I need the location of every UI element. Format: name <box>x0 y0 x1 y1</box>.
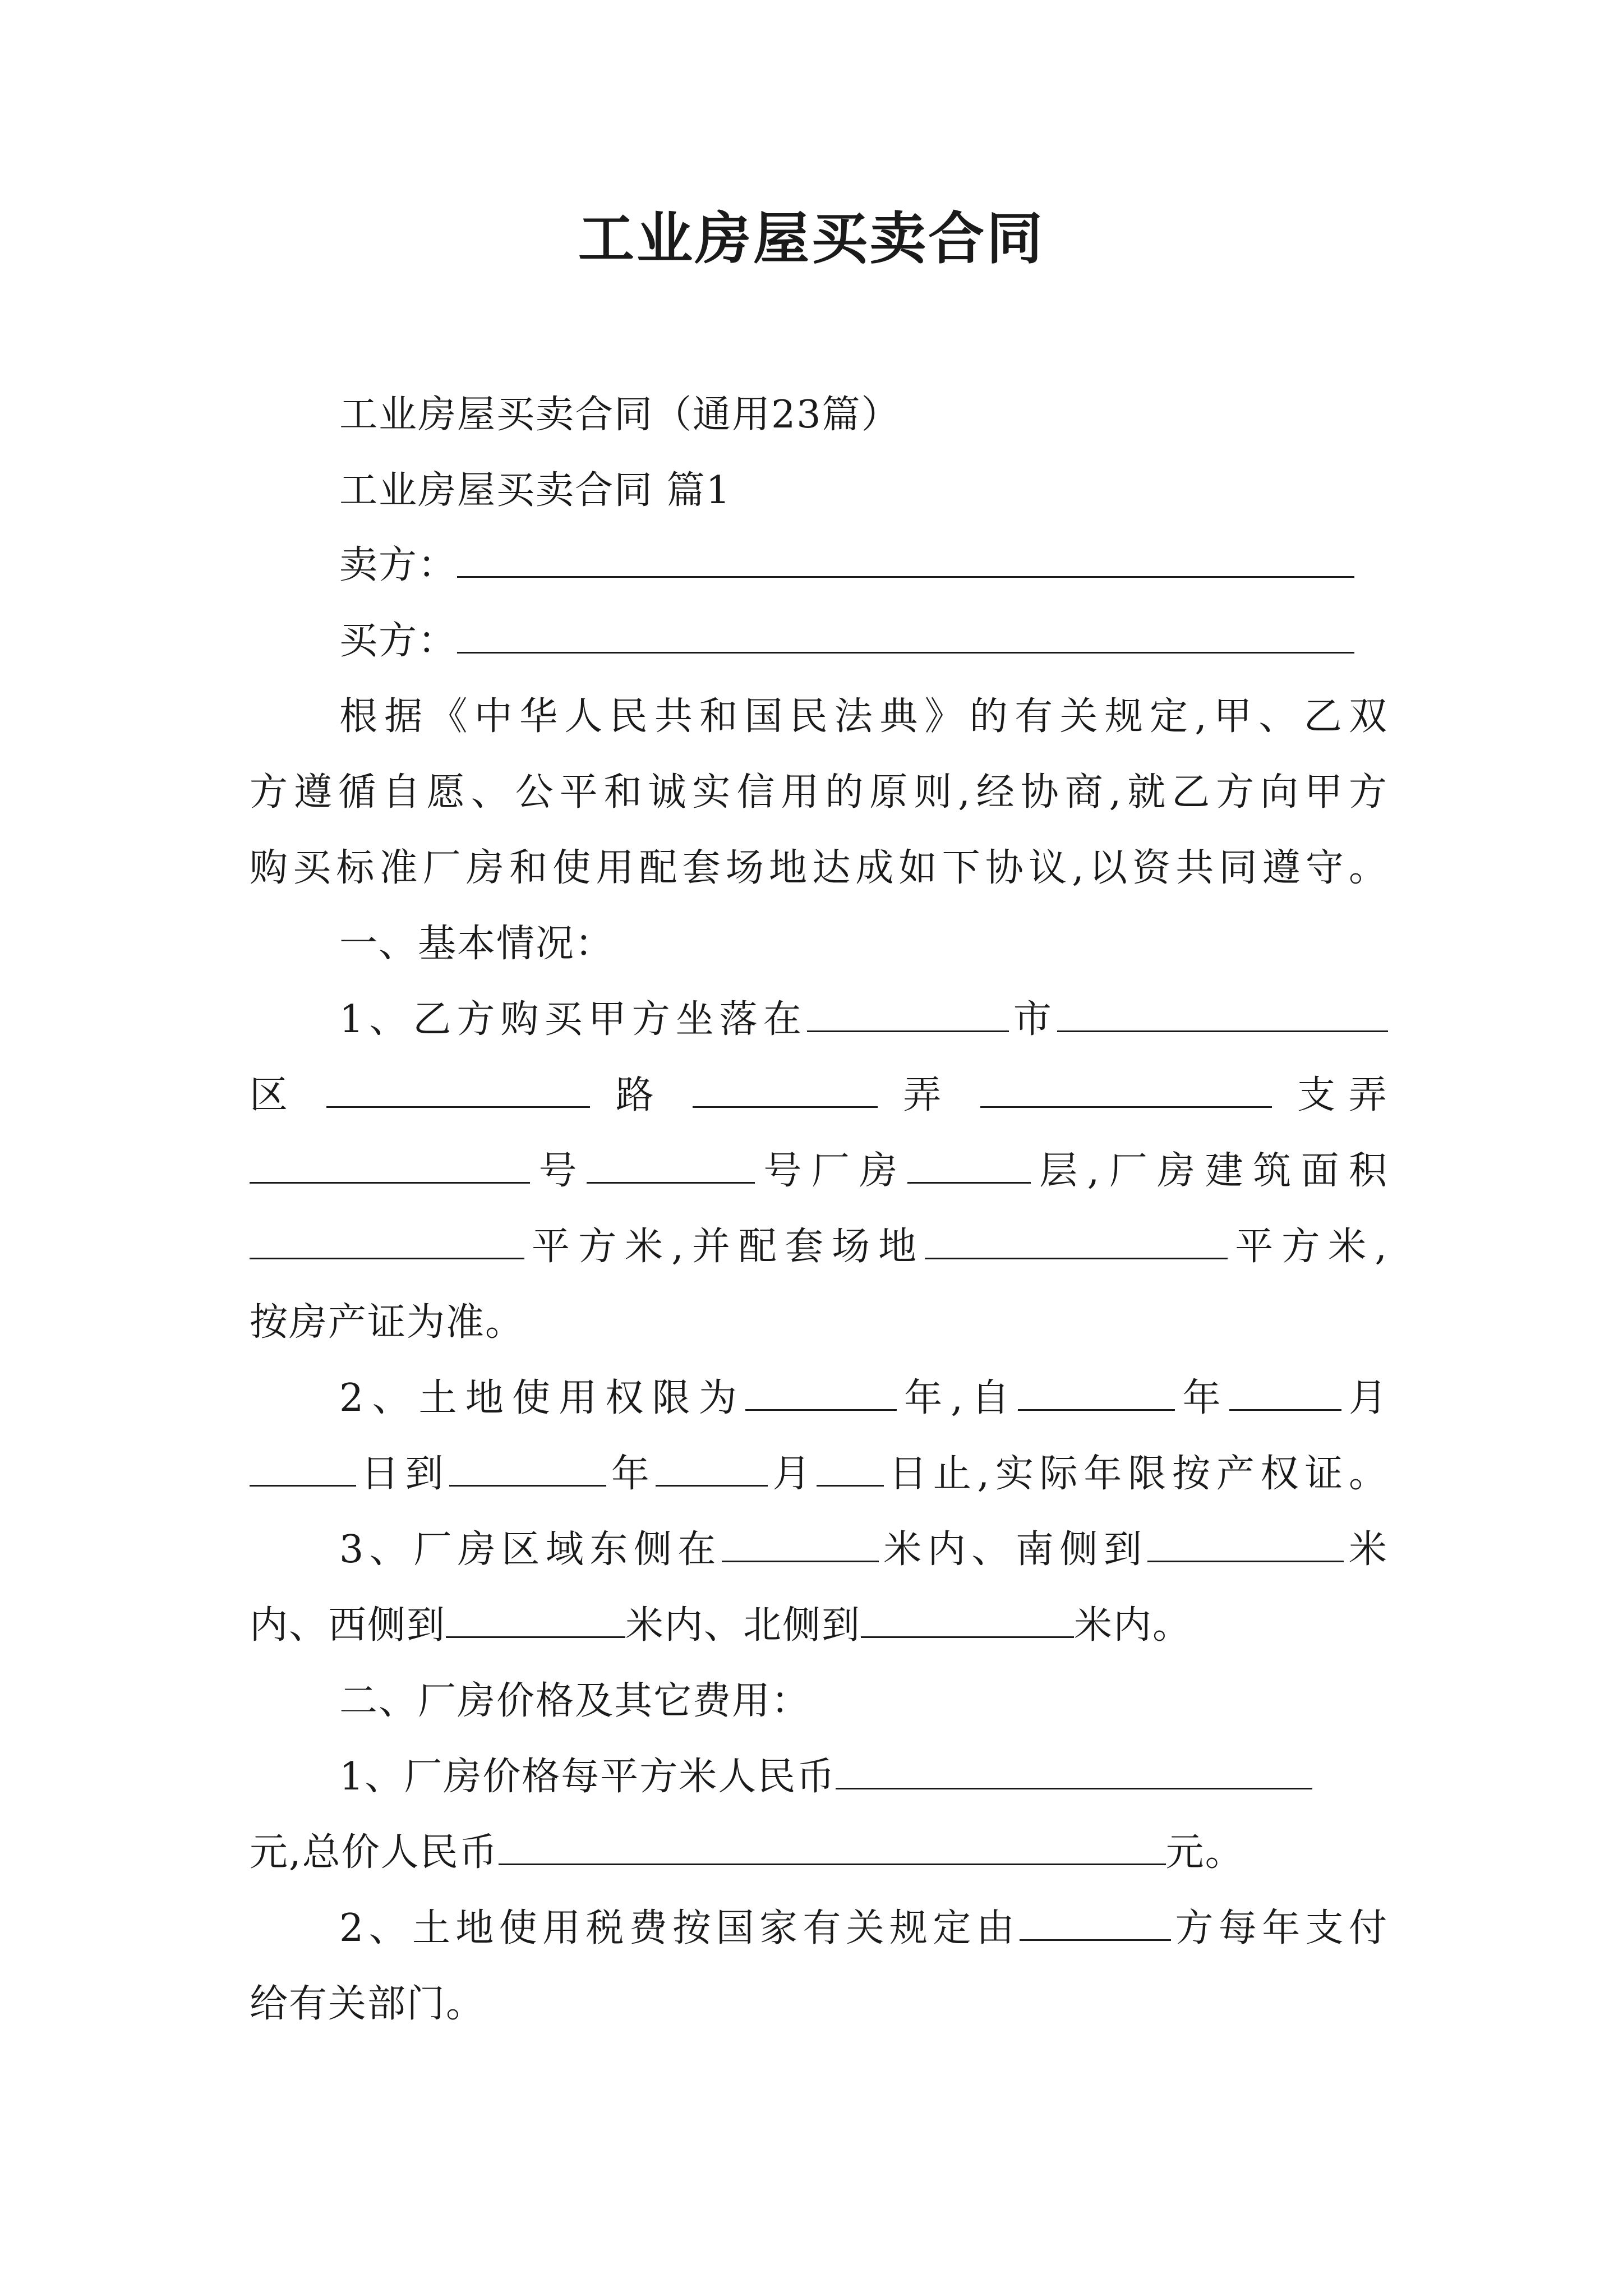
text: 1、厂房价格每平方米人民币 <box>339 1755 836 1799</box>
end-month-blank[interactable] <box>656 1450 768 1487</box>
unit-price-blank[interactable] <box>836 1753 1312 1789</box>
text: 元,总价人民币 <box>250 1830 499 1875</box>
text: 年 <box>1175 1376 1229 1420</box>
years-blank[interactable] <box>745 1374 897 1411</box>
text: 米内、北侧到 <box>625 1603 861 1648</box>
document-title: 工业房屋买卖合同 <box>578 205 1045 272</box>
s2-item2-line2: 给有关部门。 <box>250 1982 486 2026</box>
text: 2、土地使用税费按国家有关规定由 <box>339 1906 1020 1950</box>
text: 1、乙方购买甲方坐落在 <box>339 997 807 1042</box>
site-area-blank[interactable] <box>925 1223 1228 1259</box>
seller-label: 卖方： <box>339 543 458 587</box>
text: 年 <box>606 1452 656 1496</box>
start-month-blank[interactable] <box>1229 1374 1341 1411</box>
intro-line-3: 购买标准厂房和使用配套场地达成如下协议,以资共同遵守。 <box>250 846 1388 890</box>
text: 号厂房 <box>754 1149 907 1193</box>
building-number-blank[interactable] <box>587 1147 755 1184</box>
s1-item1-line3 <box>250 1143 1388 1199</box>
text: 区 <box>250 1073 301 1117</box>
s2-item1-line2 <box>250 1825 1388 1881</box>
number-blank[interactable] <box>250 1147 530 1184</box>
district-blank[interactable] <box>1057 996 1388 1032</box>
end-year-blank[interactable] <box>449 1450 606 1487</box>
text: 内、西侧到 <box>250 1603 446 1648</box>
text: 号 <box>530 1149 587 1193</box>
end-day-blank[interactable] <box>817 1450 884 1487</box>
text: 元。 <box>1165 1830 1244 1875</box>
section-1-heading: 一、基本情况： <box>339 922 615 966</box>
intro-line-2: 方遵循自愿、公平和诚实信用的原则,经协商,就乙方向甲方 <box>250 770 1388 815</box>
subtitle: 工业房屋买卖合同（通用23篇） <box>339 393 901 437</box>
s1-item1-line1 <box>250 992 1388 1048</box>
south-blank[interactable] <box>1147 1526 1344 1562</box>
text: 日止,实际年限按产权证。 <box>884 1452 1388 1496</box>
total-price-blank[interactable] <box>499 1829 1166 1865</box>
text: 月 <box>1341 1376 1388 1420</box>
text: 弄 <box>903 1073 955 1117</box>
s1-item2-line2 <box>250 1446 1388 1502</box>
s1-item1-line5: 按房产证为准。 <box>250 1300 525 1345</box>
north-blank[interactable] <box>861 1602 1074 1638</box>
s2-item2-line1 <box>250 1901 1388 1957</box>
s1-item1-line4 <box>250 1219 1388 1275</box>
lane-blank[interactable] <box>693 1071 878 1108</box>
sublane-blank[interactable] <box>980 1071 1272 1108</box>
start-day-blank[interactable] <box>250 1450 356 1487</box>
floor-blank[interactable] <box>907 1147 1031 1184</box>
seller-blank[interactable] <box>457 541 1354 578</box>
road-blank[interactable] <box>326 1071 590 1108</box>
s2-item1-line1 <box>250 1749 1388 1805</box>
buyer-label: 买方： <box>339 619 458 663</box>
text: 层,厂房建筑面积 <box>1030 1149 1388 1193</box>
west-blank[interactable] <box>446 1602 625 1638</box>
text: 平方米, <box>1228 1225 1388 1269</box>
buyer-blank[interactable] <box>457 617 1354 654</box>
text: 市 <box>1008 997 1057 1042</box>
part-heading: 工业房屋买卖合同 篇1 <box>339 468 731 513</box>
text: 平方米,并配套场地 <box>524 1225 925 1269</box>
start-year-blank[interactable] <box>1018 1374 1175 1411</box>
east-blank[interactable] <box>722 1526 879 1562</box>
text: 月 <box>767 1452 817 1496</box>
text: 3、厂房区域东侧在 <box>339 1527 722 1572</box>
text: 米内、南侧到 <box>878 1527 1148 1572</box>
text: 日到 <box>356 1452 450 1496</box>
s1-item1-line2 <box>250 1068 1388 1124</box>
text: 米内。 <box>1074 1603 1192 1648</box>
city-blank[interactable] <box>807 996 1009 1032</box>
text: 米 <box>1344 1527 1388 1572</box>
section-2-heading: 二、厂房价格及其它费用： <box>339 1679 811 1723</box>
buyer-line <box>250 613 1388 669</box>
s1-item3-line2 <box>250 1598 1388 1654</box>
building-area-blank[interactable] <box>250 1223 524 1259</box>
text: 方每年支付 <box>1171 1906 1388 1950</box>
s1-item3-line1 <box>250 1522 1388 1578</box>
seller-line <box>250 537 1388 593</box>
tax-party-blank[interactable] <box>1020 1904 1171 1941</box>
s1-item2-line1 <box>250 1370 1388 1427</box>
text: 2、土地使用权限为 <box>339 1376 745 1420</box>
text: 路 <box>615 1073 667 1117</box>
text: 年,自 <box>897 1376 1018 1420</box>
text: 支弄 <box>1297 1073 1388 1117</box>
intro-line-1: 根据《中华人民共和国民法典》的有关规定,甲、乙双 <box>339 694 1388 739</box>
